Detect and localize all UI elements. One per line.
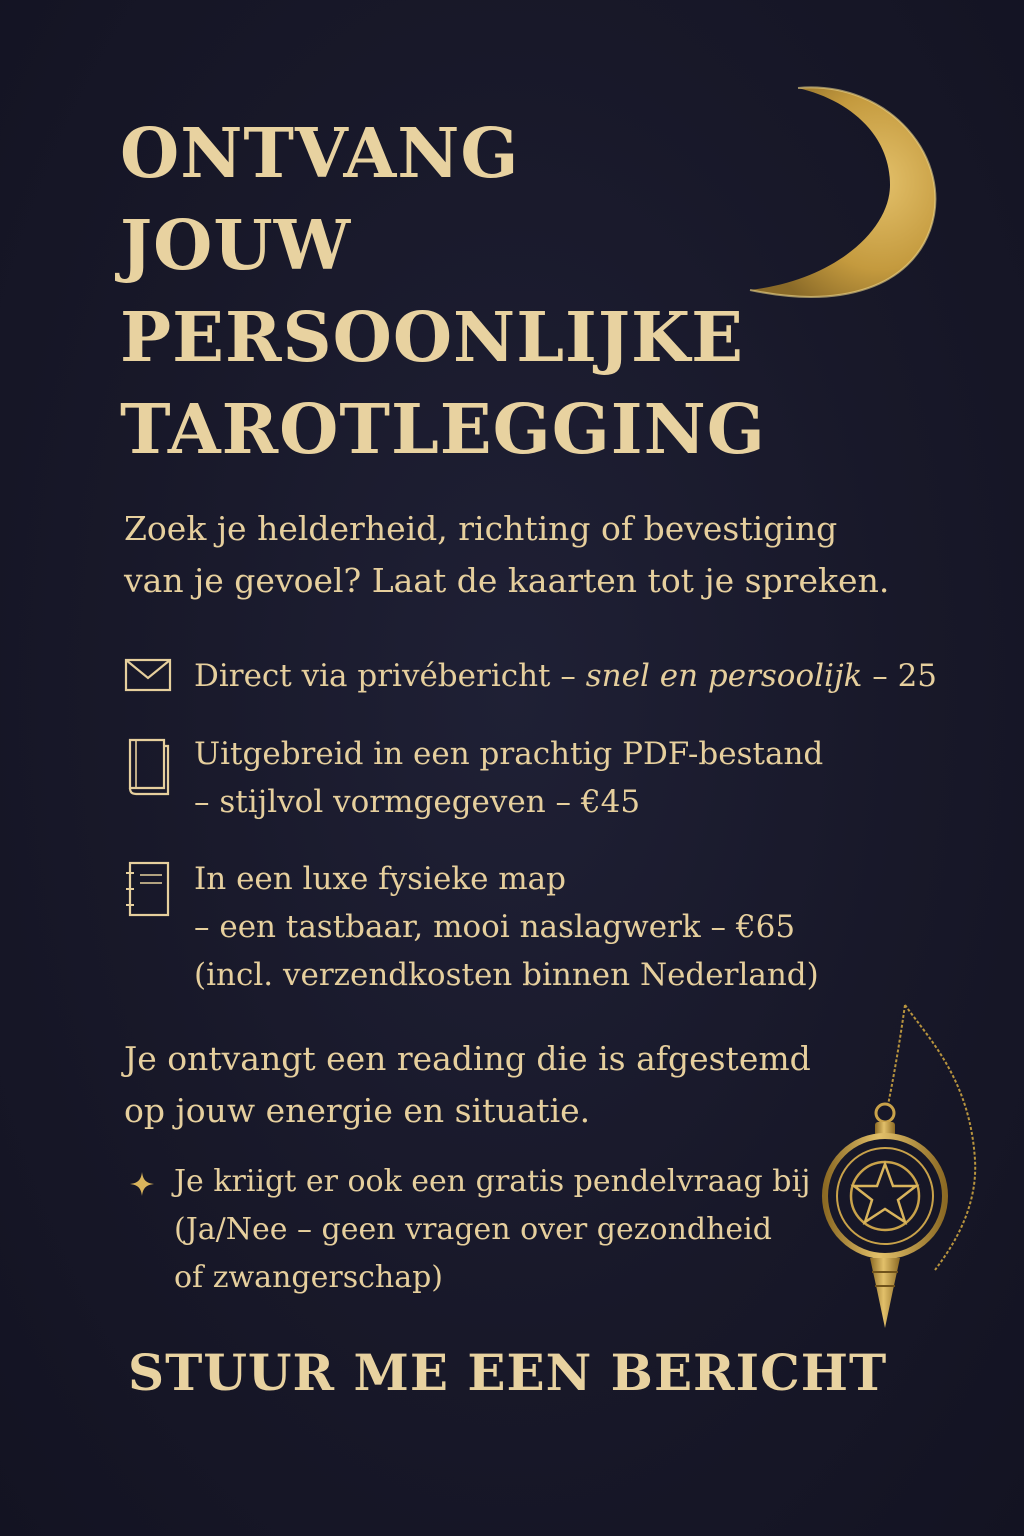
option-line: – stijlvol vormgegeven – €45 [194,784,641,820]
send-message-button[interactable]: STUUR ME EEN BERICHT [128,1343,888,1402]
sparkle-icon [128,1170,156,1198]
notebook-icon [124,859,174,919]
option-line: In een luxe fysieke map [194,861,566,897]
energy-line: Je ontvangt een reading die is afgestemd [124,1039,811,1078]
crescent-moon-icon [740,80,950,305]
option-text [194,730,823,826]
option-italic: snel en persoolijk [585,658,863,694]
title-line: JOUW [120,206,352,286]
option-price: – 25 [862,658,938,694]
energy-line: op jouw energie en situatie. [124,1091,591,1130]
option-text [194,652,937,700]
bonus-text [174,1158,810,1302]
option-line: Uitgebreid in een prachtig PDF-bestand [194,736,824,772]
intro-text [124,503,944,607]
intro-line: van je gevoel? Laat de kaarten tot je spreken. [124,561,890,600]
option-line [194,652,937,700]
reading-description [124,1033,811,1137]
option-line: (incl. verzendkosten binnen Nederland) [194,957,819,993]
book-icon [124,734,174,798]
bonus-line: (Ja/Nee – geen vragen over gezondheid [174,1212,772,1247]
envelope-icon [124,656,174,692]
pendulum-icon [800,1000,990,1330]
title-line: PERSOONLIJKE [120,298,744,378]
option-line: – een tastbaar, mooi naslagwerk – €65 [194,909,796,945]
bonus-line: of zwangerschap) [174,1260,444,1295]
option-text [194,855,819,999]
title-line: ONTVANG [120,114,520,194]
intro-line: Zoek je helderheid, richting of bevestiging [124,509,838,548]
bonus-line: Je kriigt er ook een gratis pendelvraag bij [174,1164,811,1199]
page-title [120,108,766,476]
title-line: TAROTLEGGING [120,390,766,470]
option-prefix: Direct via privébericht – [194,658,586,694]
